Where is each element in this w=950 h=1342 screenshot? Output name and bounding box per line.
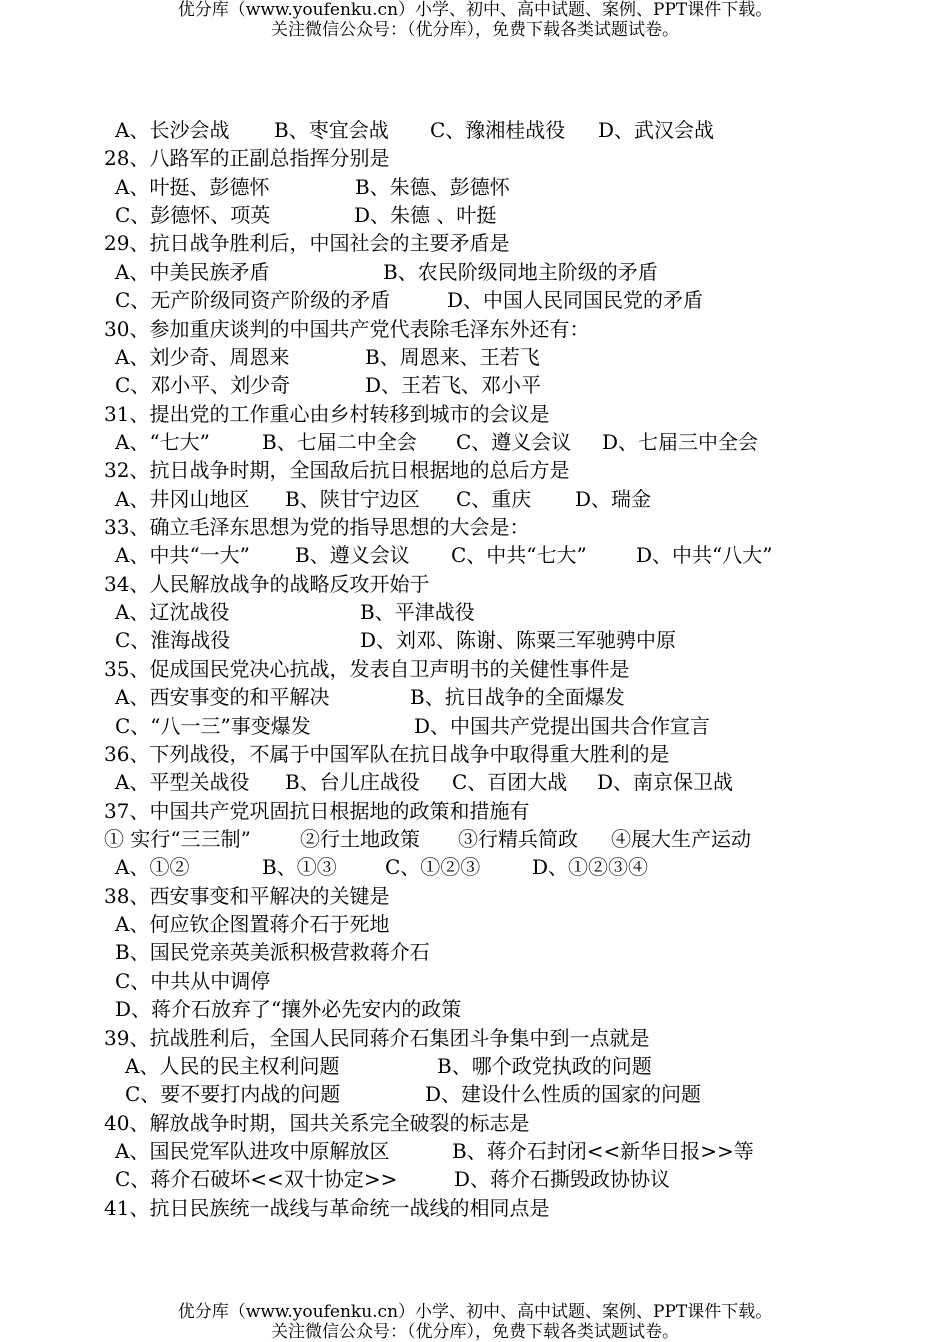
doc-line	[0, 1137, 950, 1165]
doc-line	[0, 768, 950, 796]
line-segment: B、七届二中全会	[262, 429, 417, 454]
doc-line	[0, 626, 950, 654]
doc-line	[0, 1194, 950, 1222]
line-segment: A、平型关战役	[115, 770, 250, 795]
line-segment: B、陕甘宁边区	[285, 486, 420, 511]
line-segment: D、中共“八大”	[636, 543, 773, 568]
line-segment: D、瑞金	[575, 486, 652, 511]
line-segment: A、辽沈战役	[115, 600, 230, 625]
line-segment: C、①②③	[385, 855, 481, 880]
line-segment: C、彭德怀、项英	[115, 203, 271, 228]
doc-line	[0, 371, 950, 399]
line-segment: A、刘少奇、周恩来	[115, 344, 290, 369]
line-segment: C、蒋介石破坏<<双十协定>>	[115, 1167, 398, 1192]
header-line-2: 关注微信公众号：（优分库），免费下载各类试题试卷。	[271, 20, 679, 40]
doc-line	[0, 1080, 950, 1108]
doc-line	[0, 513, 950, 541]
line-segment: 37、中国共产党巩固抗日根据地的政策和措施有	[104, 798, 530, 823]
line-segment: B、朱德、彭德怀	[355, 174, 510, 199]
line-segment: C、“八一三”事变爆发	[115, 713, 311, 738]
line-segment: A、“七大”	[115, 429, 210, 454]
line-segment: D、刘邓、陈谢、陈粟三军驰骋中原	[360, 628, 677, 653]
line-segment: D、中国共产党提出国共合作宣言	[414, 713, 711, 738]
line-segment: A、长沙会战	[115, 118, 230, 142]
line-segment: 31、提出党的工作重心由乡村转移到城市的会议是	[104, 401, 550, 426]
line-segment: B、蒋介石封闭<<新华日报>>等	[452, 1138, 754, 1163]
line-segment: C、百团大战	[452, 770, 568, 795]
line-segment: A、中共“一大”	[115, 543, 250, 568]
header-line-1: 优分库（www.youfenku.cn）小学、初中、高中试题、案例、PPT课件下载。	[177, 0, 773, 20]
line-segment: D、蒋介石撕毁政协协议	[454, 1167, 671, 1192]
doc-line	[0, 116, 950, 144]
line-segment: B、周恩来、王若飞	[365, 344, 540, 369]
line-segment: C、邓小平、刘少奇	[115, 373, 291, 398]
line-segment: 34、人民解放战争的战略反攻开始于	[104, 571, 430, 596]
line-segment: 30、参加重庆谈判的中国共产党代表除毛泽东外还有：	[104, 316, 590, 341]
line-segment: B、抗日战争的全面爆发	[410, 685, 625, 710]
doc-line	[0, 456, 950, 484]
doc-line	[0, 938, 950, 966]
line-segment: B、国民党亲英美派积极营救蒋介石	[115, 940, 430, 965]
doc-line	[0, 570, 950, 598]
doc-line	[0, 144, 950, 172]
line-segment: D、蒋介石放弃了“攘外必先安内的政策	[115, 997, 462, 1022]
line-segment: 38、西安事变和平解决的关键是	[104, 883, 390, 908]
doc-line	[0, 1109, 950, 1137]
doc-line	[0, 1052, 950, 1080]
doc-line	[0, 1165, 950, 1193]
line-segment: A、①②	[115, 855, 190, 880]
line-segment: A、井冈山地区	[115, 486, 250, 511]
line-segment: 33、确立毛泽东思想为党的指导思想的大会是：	[104, 515, 530, 540]
line-segment: C、豫湘桂战役	[430, 118, 566, 142]
page-header	[0, 0, 950, 40]
line-segment: D、朱德 、叶挺	[354, 203, 497, 228]
doc-line	[0, 541, 950, 569]
line-segment: D、①②③④	[532, 855, 649, 880]
line-segment: 28、八路军的正副总指挥分别是	[104, 146, 390, 171]
line-segment: C、重庆	[456, 486, 532, 511]
line-segment: D、南京保卫战	[597, 770, 734, 795]
doc-line	[0, 683, 950, 711]
line-segment: D、王若飞、邓小平	[365, 373, 542, 398]
doc-line	[0, 201, 950, 229]
line-segment: D、中国人民同国民党的矛盾	[447, 288, 704, 313]
line-segment: 41、抗日民族统一战线与革命统一战线的相同点是	[104, 1195, 550, 1220]
line-segment: B、哪个政党执政的问题	[437, 1053, 652, 1078]
line-segment: ④展大生产运动	[611, 826, 751, 851]
doc-line	[0, 797, 950, 825]
doc-line	[0, 853, 950, 881]
line-segment: A、叶挺、彭德怀	[115, 174, 270, 199]
line-segment: B、平津战役	[360, 600, 475, 625]
line-segment: A、中美民族矛盾	[115, 259, 270, 284]
footer-line-2: 关注微信公众号：（优分库），免费下载各类试题试卷。	[271, 1322, 679, 1342]
doc-line	[0, 315, 950, 343]
line-segment: A、何应钦企图置蒋介石于死地	[115, 912, 390, 937]
footer-line-1: 优分库（www.youfenku.cn）小学、初中、高中试题、案例、PPT课件下载。	[177, 1302, 773, 1322]
line-segment: D、武汉会战	[598, 118, 715, 142]
doc-line	[0, 286, 950, 314]
line-segment: C、无产阶级同资产阶级的矛盾	[115, 288, 391, 313]
line-segment: B、①③	[262, 855, 337, 880]
line-segment: 32、抗日战争时期，全国敌后抗日根据地的总后方是	[104, 458, 570, 483]
line-segment: C、淮海战役	[115, 628, 231, 653]
line-segment: 29、抗日战争胜利后，中国社会的主要矛盾是	[104, 231, 510, 256]
line-segment: D、建设什么性质的国家的问题	[425, 1082, 702, 1107]
line-segment: A、国民党军队进攻中原解放区	[115, 1138, 390, 1163]
doc-line	[0, 598, 950, 626]
doc-line	[0, 343, 950, 371]
doc-line	[0, 1024, 950, 1052]
doc-line	[0, 882, 950, 910]
line-segment: 40、解放战争时期，国共关系完全破裂的标志是	[104, 1110, 530, 1135]
page-footer	[0, 1302, 950, 1342]
doc-line	[0, 967, 950, 995]
doc-line	[0, 400, 950, 428]
line-segment: 39、抗战胜利后，全国人民同蒋介石集团斗争集中到一点就是	[104, 1025, 650, 1050]
line-segment: ③行精兵简政	[458, 826, 578, 851]
doc-line	[0, 229, 950, 257]
doc-line	[0, 910, 950, 938]
line-segment: 36、下列战役，不属于中国军队在抗日战争中取得重大胜利的是	[104, 741, 670, 766]
line-segment: B、农民阶级同地主阶级的矛盾	[383, 259, 658, 284]
doc-line	[0, 258, 950, 286]
doc-line	[0, 655, 950, 683]
doc-line	[0, 995, 950, 1023]
line-segment: D、七届三中全会	[602, 429, 759, 454]
line-segment: B、遵义会议	[295, 543, 410, 568]
doc-line	[0, 712, 950, 740]
line-segment: C、遵义会议	[456, 429, 572, 454]
doc-line	[0, 428, 950, 456]
line-segment: C、要不要打内战的问题	[125, 1082, 341, 1107]
line-segment: A、人民的民主权利问题	[125, 1053, 340, 1078]
doc-line	[0, 825, 950, 853]
doc-line	[0, 485, 950, 513]
line-segment: ②行土地政策	[300, 826, 420, 851]
line-segment: 35、促成国民党决心抗战，发表自卫声明书的关健性事件是	[104, 656, 630, 681]
line-segment: A、西安事变的和平解决	[115, 685, 330, 710]
line-segment: B、台儿庄战役	[285, 770, 420, 795]
document-body	[0, 116, 950, 1222]
line-segment: C、中共“七大”	[451, 543, 587, 568]
line-segment: B、枣宜会战	[274, 118, 389, 142]
doc-line	[0, 173, 950, 201]
line-segment: ① 实行“三三制”	[104, 826, 251, 851]
doc-line	[0, 740, 950, 768]
line-segment: C、中共从中调停	[115, 968, 271, 993]
